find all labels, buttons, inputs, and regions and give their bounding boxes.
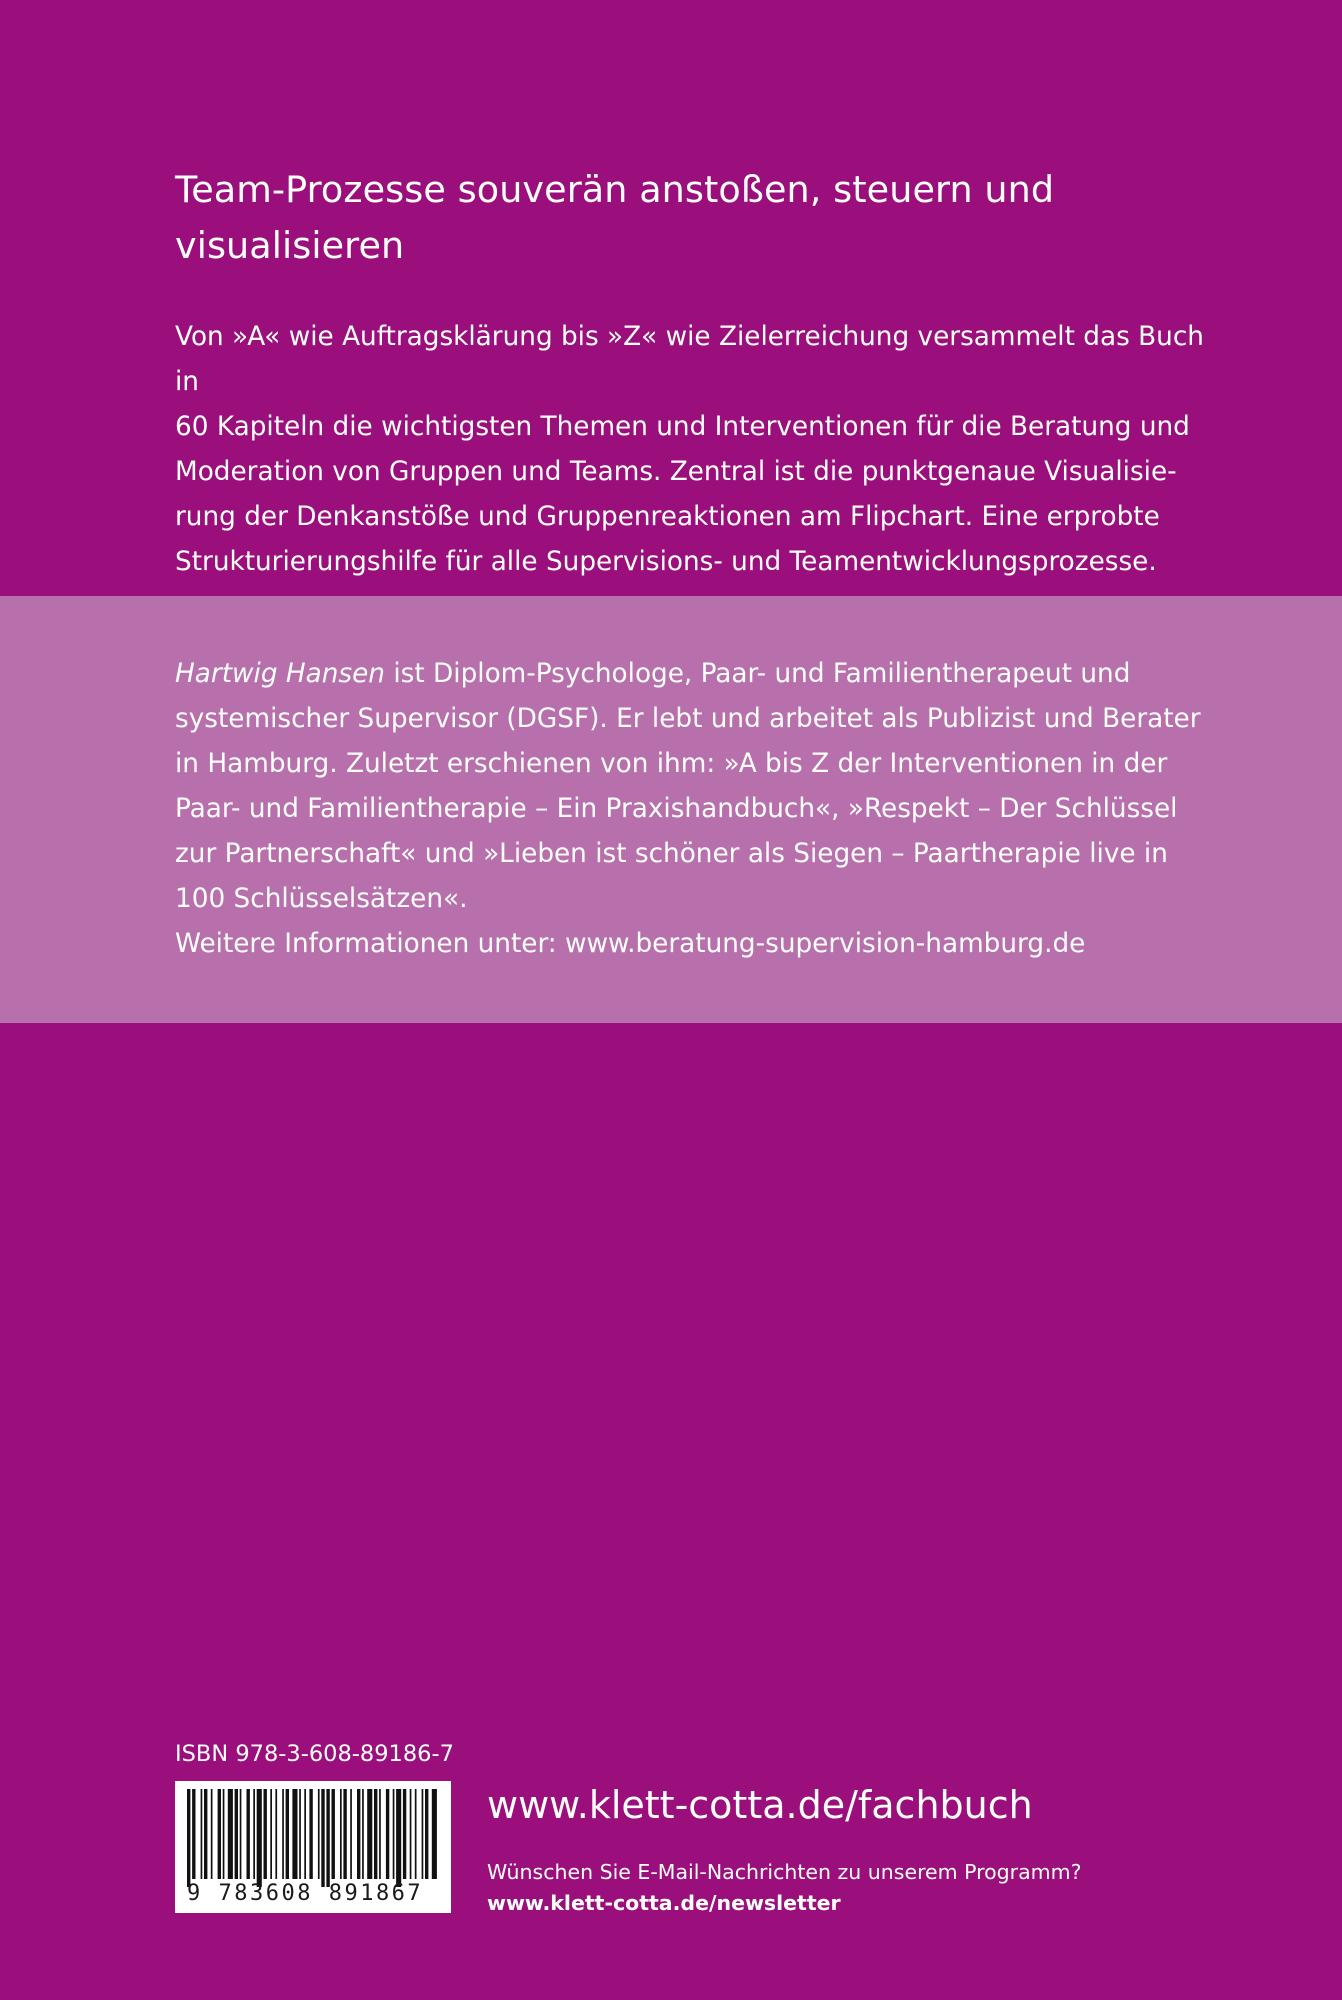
- publisher-website[interactable]: www.klett-cotta.de/fachbuch: [487, 1783, 1033, 1827]
- description-line: Von »A« wie Auftragsklärung bis »Z« wie Zielerreichung versammelt das Buch in: [175, 322, 1204, 397]
- newsletter-link[interactable]: www.klett-cotta.de/newsletter: [487, 1891, 841, 1915]
- author-name: Hartwig Hansen: [175, 659, 385, 689]
- author-bio-first-line: ist Diplom-Psychologe, Paar- und Familientherapeut und: [384, 659, 1131, 689]
- barcode: [175, 1781, 451, 1913]
- author-bio-line: [175, 652, 1215, 697]
- headline: Team-Prozesse souverän anstoßen, steuern und visualisieren: [175, 168, 1055, 267]
- author-bio-line: in Hamburg. Zuletzt erschienen von ihm: »A bis Z der Interventionen in der: [175, 749, 1168, 779]
- book-description: [175, 315, 1215, 585]
- barcode-digits: 9 783608 891867: [187, 1881, 424, 1906]
- newsletter-question: Wünschen Sie E-Mail-Nachrichten zu unserem Programm?: [487, 1860, 1082, 1884]
- author-bio: [175, 652, 1215, 967]
- isbn: ISBN 978-3-608-89186-7: [175, 1741, 454, 1767]
- description-line: 60 Kapiteln die wichtigsten Themen und Interventionen für die Beratung und: [175, 412, 1190, 442]
- description-line: Strukturierungshilfe für alle Supervisions- und Teamentwicklungsprozesse.: [175, 547, 1157, 577]
- author-bio-line: Paar- und Familientherapie – Ein Praxishandbuch«, »Respekt – Der Schlüssel: [175, 794, 1178, 824]
- author-bio-line: systemischer Supervisor (DGSF). Er lebt und arbeitet als Publizist und Berater: [175, 704, 1201, 734]
- author-bio-line: 100 Schlüsselsätzen«.: [175, 884, 468, 914]
- author-website-line: Weitere Informationen unter: www.beratung-supervision-hamburg.de: [175, 929, 1086, 959]
- description-line: Moderation von Gruppen und Teams. Zentral ist die punktgenaue Visualisie-: [175, 457, 1177, 487]
- author-bio-line: zur Partnerschaft« und »Lieben ist schöner als Siegen – Paartherapie live in: [175, 839, 1168, 869]
- description-line: rung der Denkanstöße und Gruppenreaktionen am Flipchart. Eine erprobte: [175, 502, 1160, 532]
